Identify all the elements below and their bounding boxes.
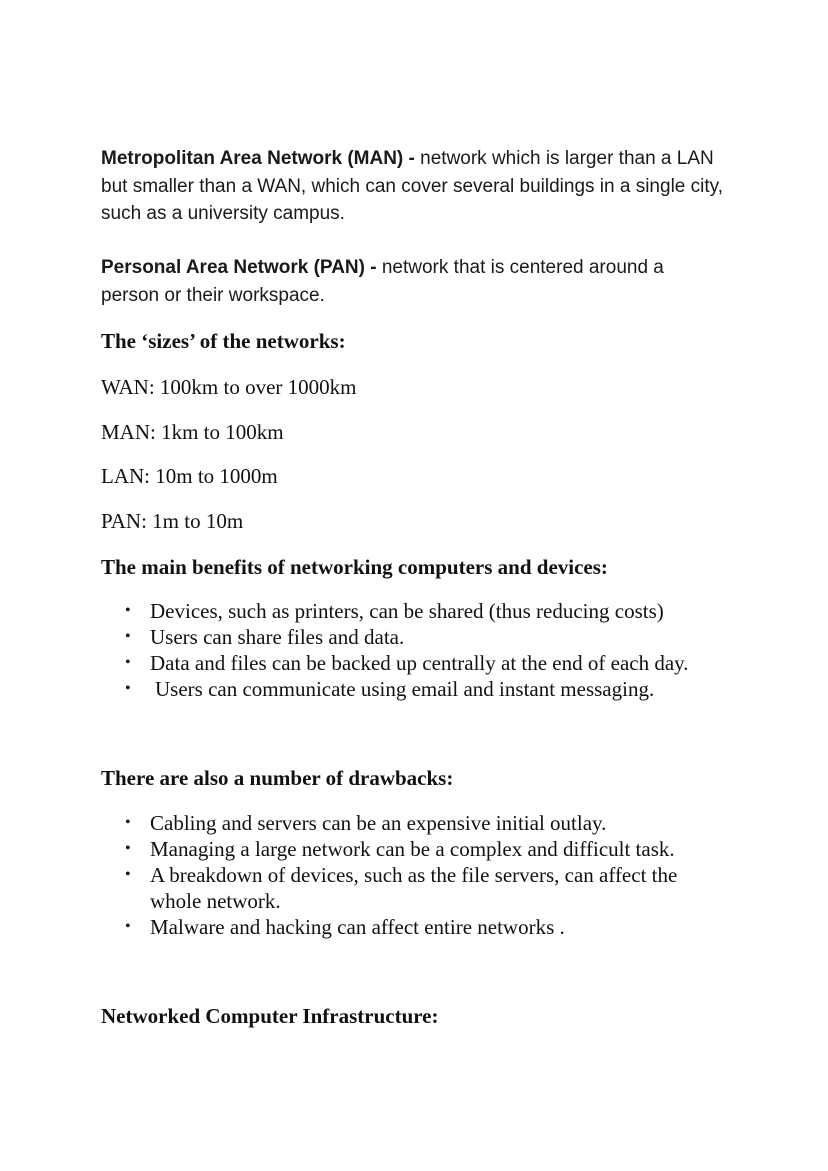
- drawback-text: A breakdown of devices, such as the file servers, can affect the whole network.: [150, 863, 678, 913]
- sizes-heading: The ‘sizes’ of the networks:: [101, 329, 346, 353]
- drawback-text: Managing a large network can be a complex and difficult task.: [150, 837, 675, 861]
- size-man: MAN: 1km to 100km: [101, 420, 284, 444]
- bullet-icon: •: [125, 918, 131, 935]
- size-pan: PAN: 1m to 10m: [101, 509, 244, 533]
- list-item: [101, 810, 761, 836]
- benefit-text: Devices, such as printers, can be shared (thus reducing costs): [150, 599, 664, 623]
- man-definition: [101, 145, 726, 228]
- list-item: [101, 624, 781, 650]
- man-definition-text: network which is larger than a LAN but smaller than a WAN, which can cover several buildings in a single city, such as a university campus.: [101, 148, 723, 224]
- list-item: [101, 598, 781, 624]
- pan-definition-text: network that is centered around a person or their workspace.: [101, 257, 664, 306]
- bullet-icon: •: [125, 602, 131, 619]
- bullet-icon: •: [125, 866, 131, 883]
- list-item: [101, 650, 781, 676]
- list-item: [101, 676, 781, 702]
- infrastructure-heading: Networked Computer Infrastructure:: [101, 1004, 439, 1028]
- benefits-list: [101, 598, 781, 702]
- bullet-icon: •: [125, 814, 131, 831]
- drawbacks-heading: There are also a number of drawbacks:: [101, 766, 454, 790]
- bullet-icon: •: [125, 654, 131, 671]
- benefit-text: Users can share files and data.: [150, 625, 405, 649]
- benefits-heading: The main benefits of networking computers and devices:: [101, 555, 608, 579]
- bullet-icon: •: [125, 680, 131, 697]
- drawbacks-list: [101, 810, 761, 940]
- list-item: [101, 862, 725, 914]
- benefit-text: Users can communicate using email and instant messaging.: [155, 677, 655, 701]
- bullet-icon: •: [125, 628, 131, 645]
- bullet-icon: •: [125, 840, 131, 857]
- man-term: Metropolitan Area Network (MAN) -: [101, 148, 415, 169]
- drawback-text: Malware and hacking can affect entire networks .: [150, 915, 565, 939]
- list-item: [101, 914, 761, 940]
- drawback-text: Cabling and servers can be an expensive initial outlay.: [150, 811, 607, 835]
- pan-term: Personal Area Network (PAN) -: [101, 257, 377, 278]
- size-wan: WAN: 100km to over 1000km: [101, 375, 357, 399]
- pan-definition: [101, 254, 726, 309]
- size-lan: LAN: 10m to 1000m: [101, 464, 278, 488]
- benefit-text: Data and files can be backed up centrally at the end of each day.: [150, 651, 689, 675]
- list-item: [101, 836, 761, 862]
